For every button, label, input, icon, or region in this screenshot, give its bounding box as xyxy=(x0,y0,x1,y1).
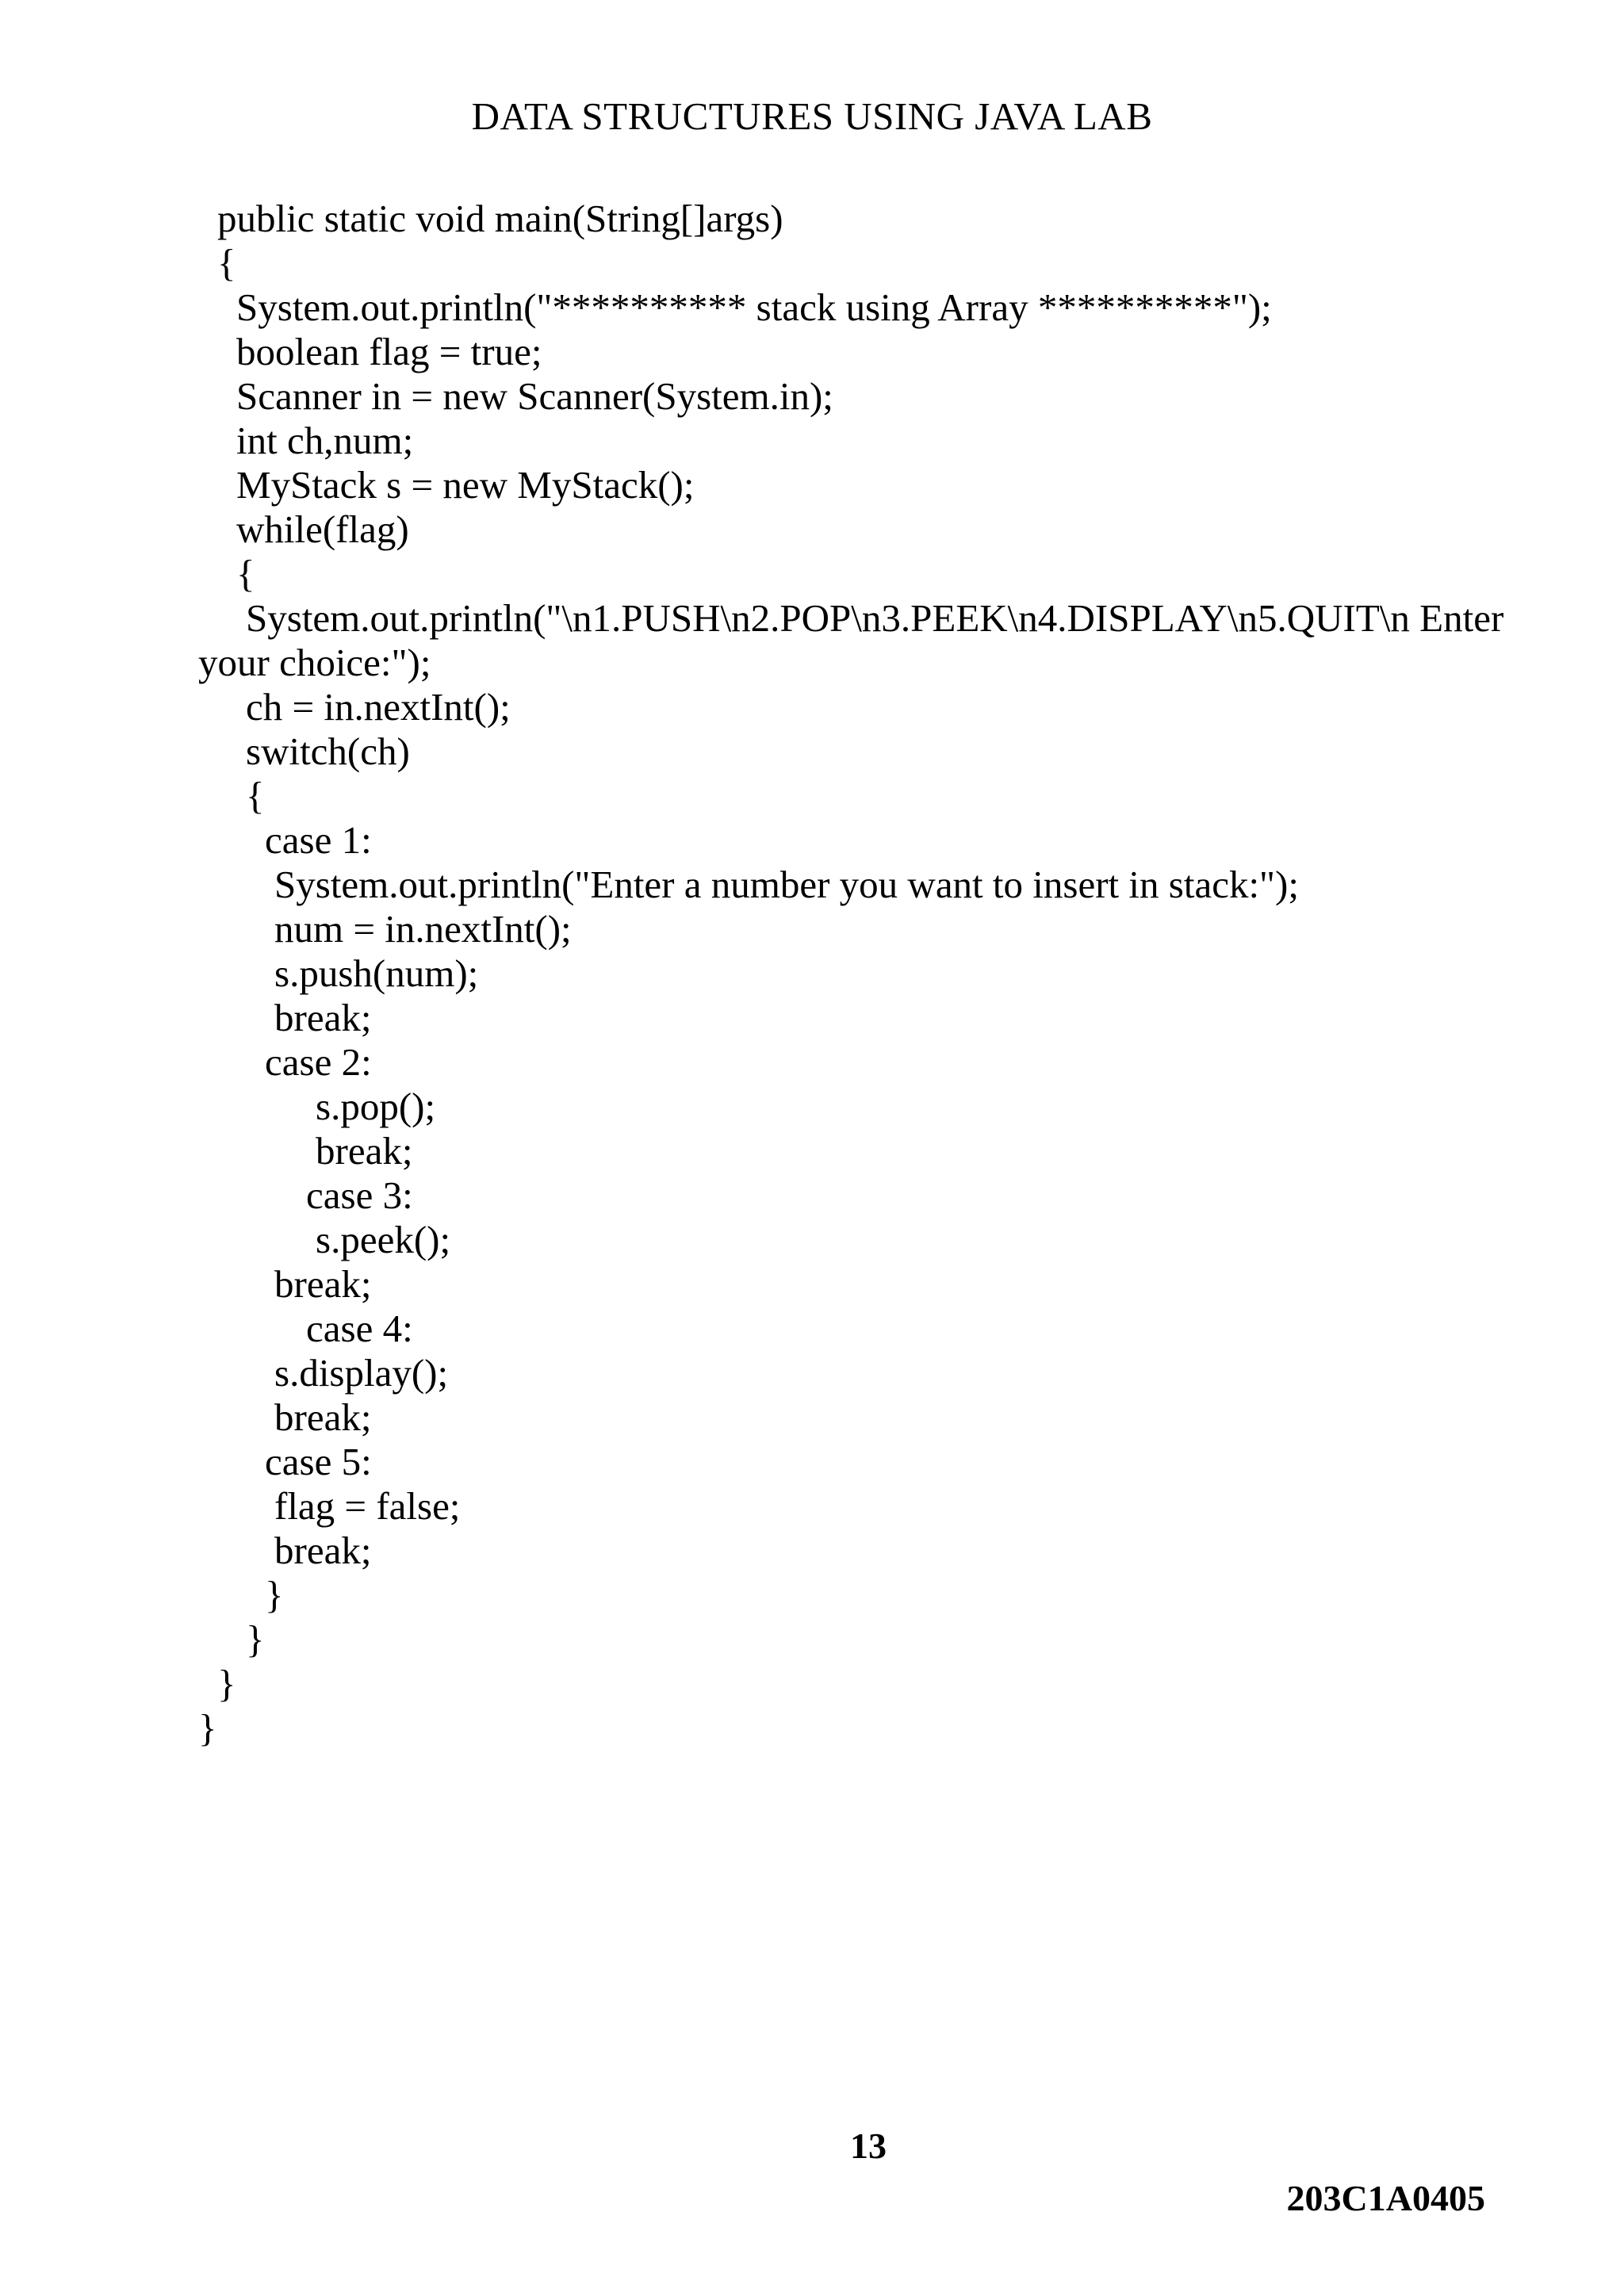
code-line: case 2: xyxy=(265,1040,372,1084)
code-line: case 1: xyxy=(265,818,372,862)
code-line: case 3: xyxy=(306,1173,413,1217)
roll-number: 203C1A0405 xyxy=(1286,2178,1485,2218)
code-line: } xyxy=(265,1573,284,1617)
code-line: { xyxy=(246,774,265,817)
code-line: s.display(); xyxy=(274,1351,449,1395)
code-line: System.out.println("\n1.PUSH\n2.POP\n3.PEEK\n4.DISPLAY\n5.QUIT\n Enter xyxy=(246,596,1504,640)
code-line: flag = false; xyxy=(274,1484,461,1528)
code-line: public static void main(String[]args) xyxy=(217,197,783,240)
code-line: break; xyxy=(274,1262,372,1306)
code-line: s.pop(); xyxy=(316,1085,436,1128)
code-line: break; xyxy=(274,1395,372,1439)
code-line: break; xyxy=(274,1529,372,1572)
code-line: System.out.println("Enter a number you want to insert in stack:"); xyxy=(274,863,1299,906)
code-line: System.out.println("********** stack using Array **********"); xyxy=(236,285,1272,329)
code-line: { xyxy=(217,241,236,285)
code-line: } xyxy=(217,1662,236,1705)
code-line: s.peek(); xyxy=(316,1218,451,1261)
code-line: } xyxy=(198,1706,217,1750)
page-header: DATA STRUCTURES USING JAVA LAB xyxy=(471,94,1153,138)
code-line: break; xyxy=(316,1129,413,1173)
code-line: switch(ch) xyxy=(246,729,410,773)
code-line: Scanner in = new Scanner(System.in); xyxy=(236,374,833,418)
code-line: while(flag) xyxy=(236,507,409,551)
code-line: case 4: xyxy=(306,1307,413,1350)
code-line: ch = in.nextInt(); xyxy=(246,685,511,729)
code-line: MyStack s = new MyStack(); xyxy=(236,463,695,507)
code-line: case 5: xyxy=(265,1440,372,1483)
code-line: num = in.nextInt(); xyxy=(274,907,572,951)
code-line: break; xyxy=(274,996,372,1039)
code-line: } xyxy=(246,1617,265,1661)
code-line: { xyxy=(236,552,255,595)
code-line: boolean flag = true; xyxy=(236,330,542,373)
code-line: s.push(num); xyxy=(274,951,479,995)
code-line: int ch,num; xyxy=(236,419,414,462)
page-number: 13 xyxy=(850,2126,887,2166)
code-line: your choice:"); xyxy=(198,641,431,684)
